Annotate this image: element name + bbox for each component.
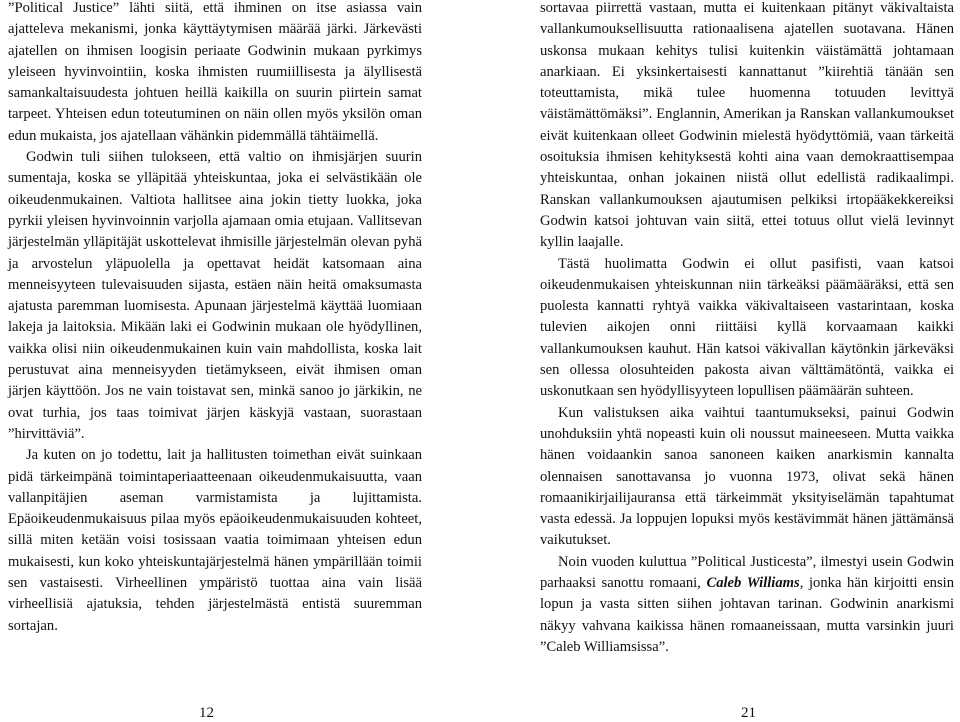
paragraph: Tästä huolimatta Godwin ei ollut pasifisti, vaan katsoi oikeudenmukaisen yhteiskunnan niin tärkeäksi päämääräksi, että sen puolesta kannatti ryhtyä vaikka väkivaltaiseen vastarintaan, koska tulevien aikojen onni riittäisi kyllä korvaamaan kaikki vallankumouksen kauhut. Hän katsoi väkivallan käytönkin järkeväksi sen ollessa olosuhteiden pakosta aivan välttämätöntä, vaikka ei uskonutkaan sen hyödyllisyyteen lopullisen päämäärän suhteen.: [540, 255, 954, 400]
paragraph: Godwin tuli siihen tulokseen, että valtio on ihmisjärjen suurin sumentaja, koska se ylläpitää yhteiskuntaa, joka ei selvästikään ole oikeudenmukainen. Valtiota hallitsee aina jokin tietty luokka, joka pyrkii yleisen hyvinvoinnin varjolla ajamaan omia etujaan. Vallitsevan järjestelmän ylläpitäjät uskottelevat ihmisille järjestelmän olevan pyhä ja arvostelun yläpuolella ja opettavat heidät katsomaan aina menneisyyteen tulevaisuuden sijasta, estäen näin heitä omaksumasta ajatusta paremman luomisesta. Apunaan järjestelmä käyttää luomiaan lakeja ja laitoksia. Mikään laki ei Godwinin mukaan ole hyödyllinen, vaikka olisi niin oikeudenmukainen kuin vain mahdollista, koska lait perustuvat aina menneisyyden tietämykseen, eivät ihmisen oman järjen käyttöön. Jos ne vain toistavat sen, minkä sanoo jo järkikin, ne ovat turhia, jos taas toimivat järjen käskyjä vastaan, suorastaan ”hirvittäviä”.: [8, 149, 422, 442]
page-number-right: 21: [741, 705, 756, 721]
left-page-text: [8, 0, 422, 637]
book-title: Caleb Williams: [706, 575, 800, 592]
right-page-text: [540, 0, 954, 658]
paragraph: sortavaa piirrettä vastaan, mutta ei kuitenkaan pitänyt väkivaltaista vallankumouksellisuutta rationaalisena ajatellen suotavana. Hänen uskonsa mukaan kehitys tulisi kuitenkin väistämättä johtamaan anarkiaan. Ei yksinkertaisesti kannattanut ”kiirehtiä tänään sen toteuttamista, mikä tulee huomenna totuuden levittyä väistämättömäksi”. Englannin, Amerikan ja Ranskan vallankumoukset eivät kuitenkaan olleet Godwinin mielestä hyödyttömiä, vaan tärkeitä osoituksia ihmisen kehityksestä kohti aina vaan demokraattisempaa yhteiskuntaa, onhan jokainen niistä ollut edellistä radikaalimpi. Ranskan vallankumouksen ajautumisen pelkiksi irtopääkekkereiksi Godwin katsoi johtuvan vain siitä, ettei totuus ollut vielä levinnyt kyllin laajalle.: [540, 0, 954, 251]
paragraph: Kun valistuksen aika vaihtui taantumukseksi, painui Godwin unohduksiin yhtä nopeasti kuin oli noussut maineeseen. Mutta vaikka hänen voidaankin sanoa sanoneen kaiken anarkismin kannalta olennaisen sanottavansa jo vuonna 1973, olivat sekä hänen romaanikirjailijauransa että tärkeimmät yksityiselämän tapahtumat vasta edessä. Ja loppujen lopuksi myös kestävimmät hänen jättämänsä vaikutukset.: [540, 404, 954, 549]
page-number-left: 12: [199, 705, 214, 721]
paragraph: ”Political Justice” lähti siitä, että ihminen on itse asiassa vain ajatteleva mekanismi, jonka käyttäytymisen määrää järki. Järkevästi ajatellen on ihmisen loogisin periaate Godwinin mukaan pyrkimys yleiseen hyvinvointiin, koska ihmisten ruumiillisesta ja älyllisestä samankaltaisuudesta johtuen heillä kaikilla on suurin piirtein samat tarpeet. Yhteisen edun toteutuminen on näin ollen myös yksilön oman edun mukaista, jos ajatellaan vähänkin pidemmällä tähtäimellä.: [8, 0, 422, 144]
paragraph-text: , jonka hän kirjoitti ensin lopun ja vasta sitten siihen johtavan tarinan. Godwinin anarkismi näkyy vahvana kaikissa hänen romaaneissaan, mutta varsinkin juuri ”Caleb Williamsissa”.: [540, 575, 955, 655]
paragraph: [540, 552, 954, 658]
paragraph-text: Noin vuoden kuluttua ”Political Justicesta”, ilmestyi usein Godwin parhaaksi sanottu romaani,: [540, 553, 954, 592]
paragraph: Ja kuten on jo todettu, lait ja hallitusten toimethan eivät suinkaan pidä tärkeimpänä toimintaperiaatteenaan oikeudenmukaisuutta, vaan vallanpitäjien aseman varmistamista ja lujittamista. Epäoikeudenmukaisuus pilaa myös epäoikeudenmukaisuuden kohteet, sillä miten ketään voisi tosissaan vaatia toimimaan yhteisen edun mukaisesti, kun koko yhteiskuntajärjestelmä hänen ympärillään toimii sen vastaisesti. Virheellinen ympäristö tuottaa aina vain lisää virheellisiä ajatuksia, tehden järjestelmästä entistä suuremman sortajan.: [8, 447, 422, 634]
